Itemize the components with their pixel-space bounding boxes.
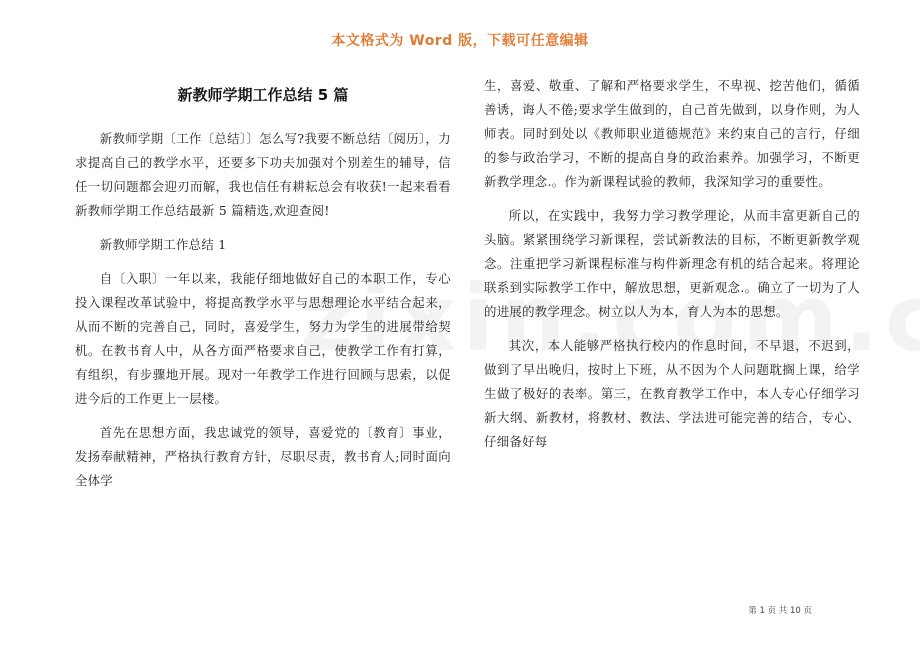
left-column: [75, 74, 451, 503]
body-paragraph: 生，喜爱、敬重、了解和严格要求学生，不卑视、挖苦他们，循循善诱，诲人不倦;要求学生做到的，自己首先做到，以身作则，为人师表。同时到处以《教师职业道德规范》来约束自己的言行，仔细的参与政治学习，不断的提高自身的政治素养。加强学习，不断更新教学理念.。作为新课程试验的教师，我深知学习的重要性。: [484, 78, 860, 189]
document-title: 新教师学期工作总结 5 篇: [177, 86, 349, 104]
body-paragraph: 其次，本人能够严格执行校内的作息时间，不早退，不迟到，做到了早出晚归，按时上下班，从不因为个人问题耽搁上课，给学生做了极好的表率。第三，在教育教学工作中，本人专心仔细学习新大纲、新教材，将教材、教法、学法进可能完善的结合，专心、仔细备好每: [484, 338, 860, 449]
page-number: 第 1 页 共 10 页: [748, 606, 812, 616]
body-paragraph: 首先在思想方面，我忠诚党的领导，喜爱党的〔教育〕事业，发扬奉献精神，严格执行教育方针，尽职尽责，教书育人;同时面向全体学: [75, 425, 451, 488]
section-subheading: 新教师学期工作总结 1: [99, 237, 227, 252]
right-column: [484, 74, 860, 464]
word-format-banner: 本文格式为 Word 版，下载可任意编辑: [331, 33, 589, 49]
body-paragraph: 所以，在实践中，我努力学习教学理论，从而丰富更新自己的头脑。紧紧围绕学习新课程，尝试新教法的目标，不断更新教学观念。注重把学习新课程标准与构件新理念有机的结合起来。将理论联系到实际教学工作中，解放思想，更新观念.。确立了一切为了人的进展的教学理念。树立以人为本，育人为本的思想。: [484, 208, 860, 319]
intro-paragraph: 新教师学期〔工作〔总结〕〕怎么写?我要不断总结〔阅历〕，力求提高自己的教学水平，还要多下功夫加强对个别差生的辅导，信任一切问题都会迎刃而解，我也信任有耕耘总会有收获!一起来看看新教师学期工作总结最新 5 篇精选,欢迎查阅!: [75, 131, 451, 218]
body-paragraph: 自〔入职〕一年以来，我能仔细地做好自己的本职工作，专心投入课程改革试验中，将提高教学水平与思想理论水平结合起来，从而不断的完善自己，同时，喜爱学生，努力为学生的进展带给契机。在教书育人中，从各方面严格要求自己，使教学工作有打算，有组织，有步骤地开展。现对一年教学工作进行回顾与思索，以促进今后的工作更上一层楼。: [75, 271, 451, 406]
